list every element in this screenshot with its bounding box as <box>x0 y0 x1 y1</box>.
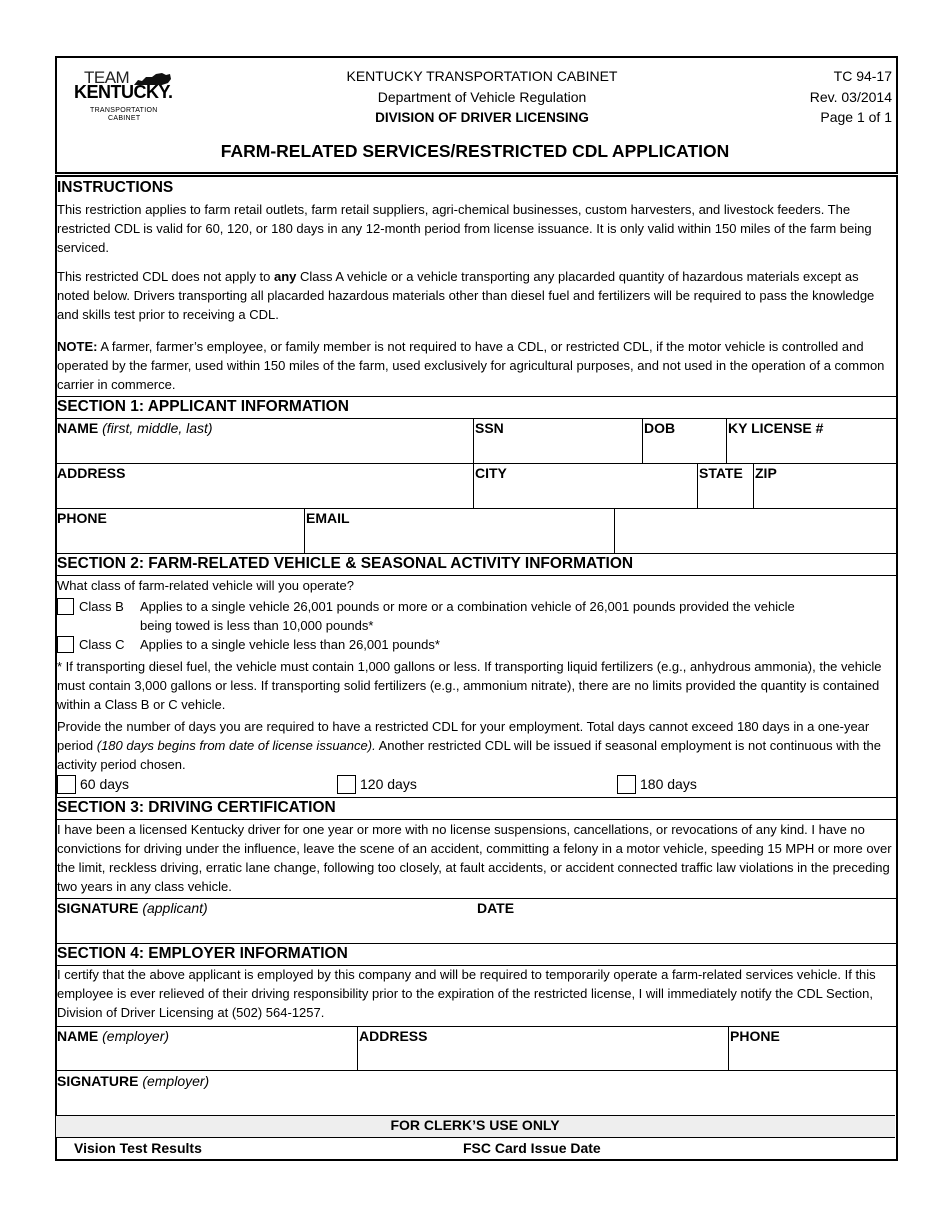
divider <box>726 418 727 463</box>
divider <box>55 797 896 798</box>
logo-transportation-text: TRANSPORTATION <box>90 107 158 114</box>
divider <box>753 463 754 508</box>
section1-heading: SECTION 1: APPLICANT INFORMATION <box>57 398 349 415</box>
page-indicator: Page 1 of 1 <box>820 109 892 125</box>
divider <box>55 1070 896 1071</box>
days-instructions: Provide the number of days you are required to have a restricted CDL for your employment. Total days cannot exceed 180 days in a one-year period (180 days begins from date of license issuance). Another restricted CDL will be issued if seasonal employment is not continuous with the activity period chosen. <box>57 719 882 772</box>
section2-heading: SECTION 2: FARM-RELATED VEHICLE & SEASONAL ACTIVITY INFORMATION <box>57 555 634 572</box>
department-name: Department of Vehicle Regulation <box>377 89 587 105</box>
section4-heading: SECTION 4: EMPLOYER INFORMATION <box>57 945 348 962</box>
divider <box>55 463 896 464</box>
dob-label: DOB <box>644 420 676 436</box>
divider <box>642 418 643 463</box>
driving-certification-text: I have been a licensed Kentucky driver for one year or more with no license suspensions, cancellations, or revocations of any kind. I have no convictions for driving under the influence, leave the scene of an accident, committing a felony in a motor vehicle, speeding 15 MPH or more over the limit, reckless driving, erratic lane change, following too closely, at fault accidents, or accident connected traffic law violations in the preceding two years in any class vehicle. <box>57 822 892 894</box>
fsc-card-issue-date-label: FSC Card Issue Date <box>463 1140 601 1156</box>
divider <box>614 508 615 553</box>
one-eighty-days-checkbox[interactable] <box>617 775 636 794</box>
applicant-name-label: NAME (first, middle, last) <box>57 420 213 436</box>
one-eighty-days-label: 180 days <box>640 776 697 792</box>
divider <box>728 1026 729 1070</box>
divider <box>55 418 896 419</box>
logo-team-text: TEAM <box>84 68 130 87</box>
instructions-paragraph-2: This restricted CDL does not apply to any Class A vehicle or a vehicle transporting any placarded quantity of hazardous materials except as noted below. Drivers transporting all placarded hazardous materials other than diesel fuel and fertilizers will be required to pass the knowledge and skills test prior to receiving a CDL. <box>57 269 875 322</box>
agency-name: KENTUCKY TRANSPORTATION CABINET <box>346 68 618 84</box>
divider <box>473 418 474 463</box>
divider <box>55 898 896 899</box>
divider <box>55 943 896 944</box>
logo-cabinet-text: CABINET <box>108 115 141 122</box>
sixty-days-checkbox[interactable] <box>57 775 76 794</box>
sixty-days-label: 60 days <box>80 776 130 792</box>
instructions-heading: INSTRUCTIONS <box>57 179 174 196</box>
employer-phone-label: PHONE <box>730 1028 780 1044</box>
section3-heading: SECTION 3: DRIVING CERTIFICATION <box>57 799 336 816</box>
form-number: TC 94-17 <box>833 68 892 84</box>
clerk-use-heading: FOR CLERK’S USE ONLY <box>390 1117 560 1133</box>
division-name: DIVISION OF DRIVER LICENSING <box>375 110 589 125</box>
applicant-phone-label: PHONE <box>57 510 107 526</box>
employer-name-label: NAME (employer) <box>57 1028 170 1044</box>
ky-license-label: KY LICENSE # <box>728 420 824 436</box>
team-kentucky-logo <box>70 68 180 126</box>
state-label: STATE <box>699 465 743 481</box>
form-title: FARM-RELATED SERVICES/RESTRICTED CDL APPLICATION <box>220 141 730 161</box>
email-label: EMAIL <box>306 510 350 526</box>
divider <box>473 463 474 508</box>
form-revision: Rev. 03/2014 <box>809 89 892 105</box>
applicant-address-label: ADDRESS <box>57 465 126 481</box>
employer-address-label: ADDRESS <box>359 1028 428 1044</box>
one-twenty-days-label: 120 days <box>360 776 417 792</box>
divider <box>55 1026 896 1027</box>
instructions-note: NOTE: A farmer, farmer’s employee, or family member is not required to have a CDL, or restricted CDL, if the motor vehicle is controlled and operated by the farmer, used within 150 miles of the farm, used exclusively for agricultural purposes, and not used in the operation of a common carrier in commerce. <box>57 339 885 392</box>
applicant-signature-label: SIGNATURE (applicant) <box>57 900 208 916</box>
one-twenty-days-checkbox[interactable] <box>337 775 356 794</box>
divider <box>55 396 896 397</box>
class-b-label: Class B <box>79 599 124 614</box>
class-c-checkbox[interactable] <box>57 636 74 653</box>
ssn-label: SSN <box>475 420 504 436</box>
divider <box>357 1026 358 1070</box>
date-label: DATE <box>477 900 515 916</box>
vision-test-results-label: Vision Test Results <box>74 1140 202 1156</box>
divider <box>55 553 896 554</box>
instructions-paragraph-1: This restriction applies to farm retail outlets, farm retail suppliers, agri-chemical businesses, custom harvesters, and livestock feeders. The restricted CDL is valid for 60, 120, or 180 days in any 12-month period from license issuance. It is only valid within 150 miles of the farm being serviced. <box>57 202 872 255</box>
divider <box>697 463 698 508</box>
vehicle-class-question: What class of farm-related vehicle will you operate? <box>57 578 354 593</box>
class-b-description-line2: being towed is less than 10,000 pounds* <box>140 618 374 633</box>
zip-label: ZIP <box>755 465 777 481</box>
class-b-description-line1: Applies to a single vehicle 26,001 pounds or more or a combination vehicle of 26,001 pounds provided the vehicle <box>140 599 795 614</box>
divider <box>304 508 305 553</box>
city-label: CITY <box>475 465 507 481</box>
divider <box>55 508 896 509</box>
class-c-description: Applies to a single vehicle less than 26,001 pounds* <box>140 637 440 652</box>
employer-signature-label: SIGNATURE (employer) <box>57 1073 210 1089</box>
class-b-checkbox[interactable] <box>57 598 74 615</box>
class-c-label: Class C <box>79 637 125 652</box>
logo-kentucky-text: KENTUCKY. <box>74 82 173 102</box>
employer-certification-text: I certify that the above applicant is employed by this company and will be required to temporarily operate a farm-related services vehicle. If this employee is ever relieved of their driving responsibility prior to the expiration of the restricted license, I will immediately notify the CDL Section, Division of Driver Licensing at (502) 564-1257. <box>57 967 876 1020</box>
fuel-footnote: * If transporting diesel fuel, the vehicle must contain 1,000 gallons or less. If transporting liquid fertilizers (e.g., anhydrous ammonia), the vehicle must contain 3,000 gallons or less. If transporting solid fertilizers (e.g., ammonium nitrate), there are no limits provided the quantity is contained within a Class B or C vehicle. <box>57 659 882 712</box>
